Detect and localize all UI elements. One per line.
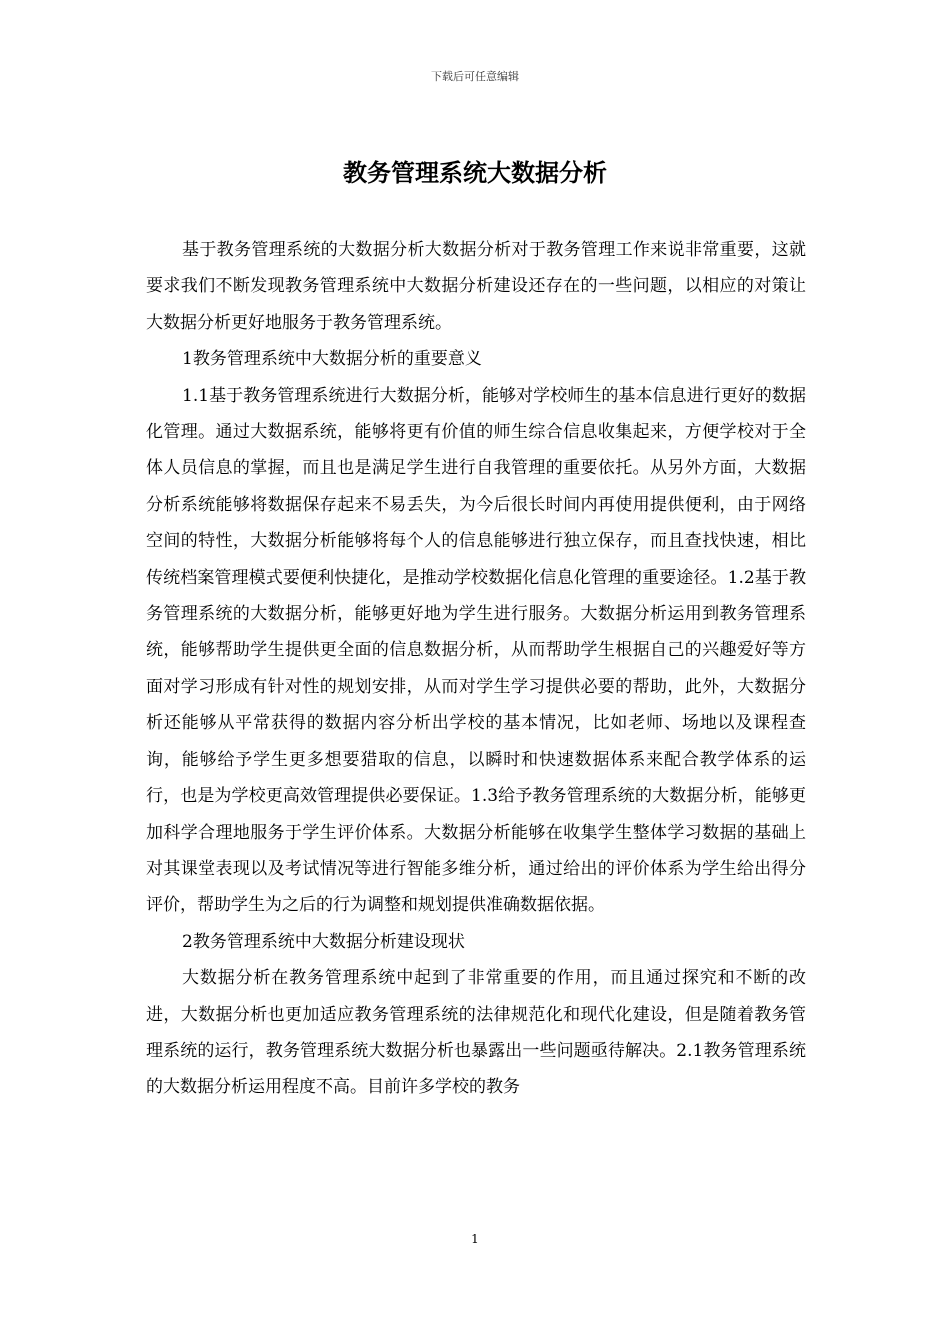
document-title: 教务管理系统大数据分析 [343, 158, 607, 187]
page-number: 1 [471, 1232, 479, 1246]
paragraph-section-2: 大数据分析在教务管理系统中起到了非常重要的作用，而且通过探究和不断的改进，大数据分析也更加适应教务管理系统的法律规范化和现代化建设，但是随着教务管理系统的运行，教务管理系统大数据分析也暴露出一些问题亟待解决。2.1教务管理系统的大数据分析运用程度不高。目前许多学校的教务 [146, 968, 806, 1098]
paragraph-section-1: 1.1基于教务管理系统进行大数据分析，能够对学校师生的基本信息进行更好的数据化管理。通过大数据系统，能够将更有价值的师生综合信息收集起来，方便学校对于全体人员信息的掌握，而且也是满足学生进行自我管理的重要依托。从另外方面，大数据分析系统能够将数据保存起来不易丢失，为今后很长时间内再使用提供便利，由于网络空间的特性，大数据分析能够将每个人的信息能够进行独立保存，而且查找快速，相比传统档案管理模式要便利快捷化，是推动学校数据化信息化管理的重要途径。1.2基于教务管理系统的大数据分析，能够更好地为学生进行服务。大数据分析运用到教务管理系统，能够帮助学生提供更全面的信息数据分析，从而帮助学生根据自己的兴趣爱好等方面对学习形成有针对性的规划安排，从而对学生学习提供必要的帮助，此外，大数据分析还能够从平常获得的数据内容分析出学校的基本情况，比如老师、场地以及课程查询，能够给予学生更多想要猎取的信息，以瞬时和快速数据体系来配合教学体系的运行，也是为学校更高效管理提供必要保证。1.3给予教务管理系统的大数据分析，能够更加科学合理地服务于学生评价体系。大数据分析能够在收集学生整体学习数据的基础上对其课堂表现以及考试情况等进行智能多维分析，通过给出的评价体系为学生给出得分评价，帮助学生为之后的行为调整和规划提供准确数据依据。 [146, 385, 806, 916]
paragraph-intro: 基于教务管理系统的大数据分析大数据分析对于教务管理工作来说非常重要，这就要求我们不断发现教务管理系统中大数据分析建设还存在的一些问题，以相应的对策让大数据分析更好地服务于教务管理系统。 [146, 240, 806, 333]
document-body [146, 232, 806, 1106]
section-heading-2: 2教务管理系统中大数据分析建设现状 [182, 931, 465, 952]
section-heading-1: 1教务管理系统中大数据分析的重要意义 [182, 349, 482, 370]
header-note: 下载后可任意编辑 [431, 70, 519, 83]
